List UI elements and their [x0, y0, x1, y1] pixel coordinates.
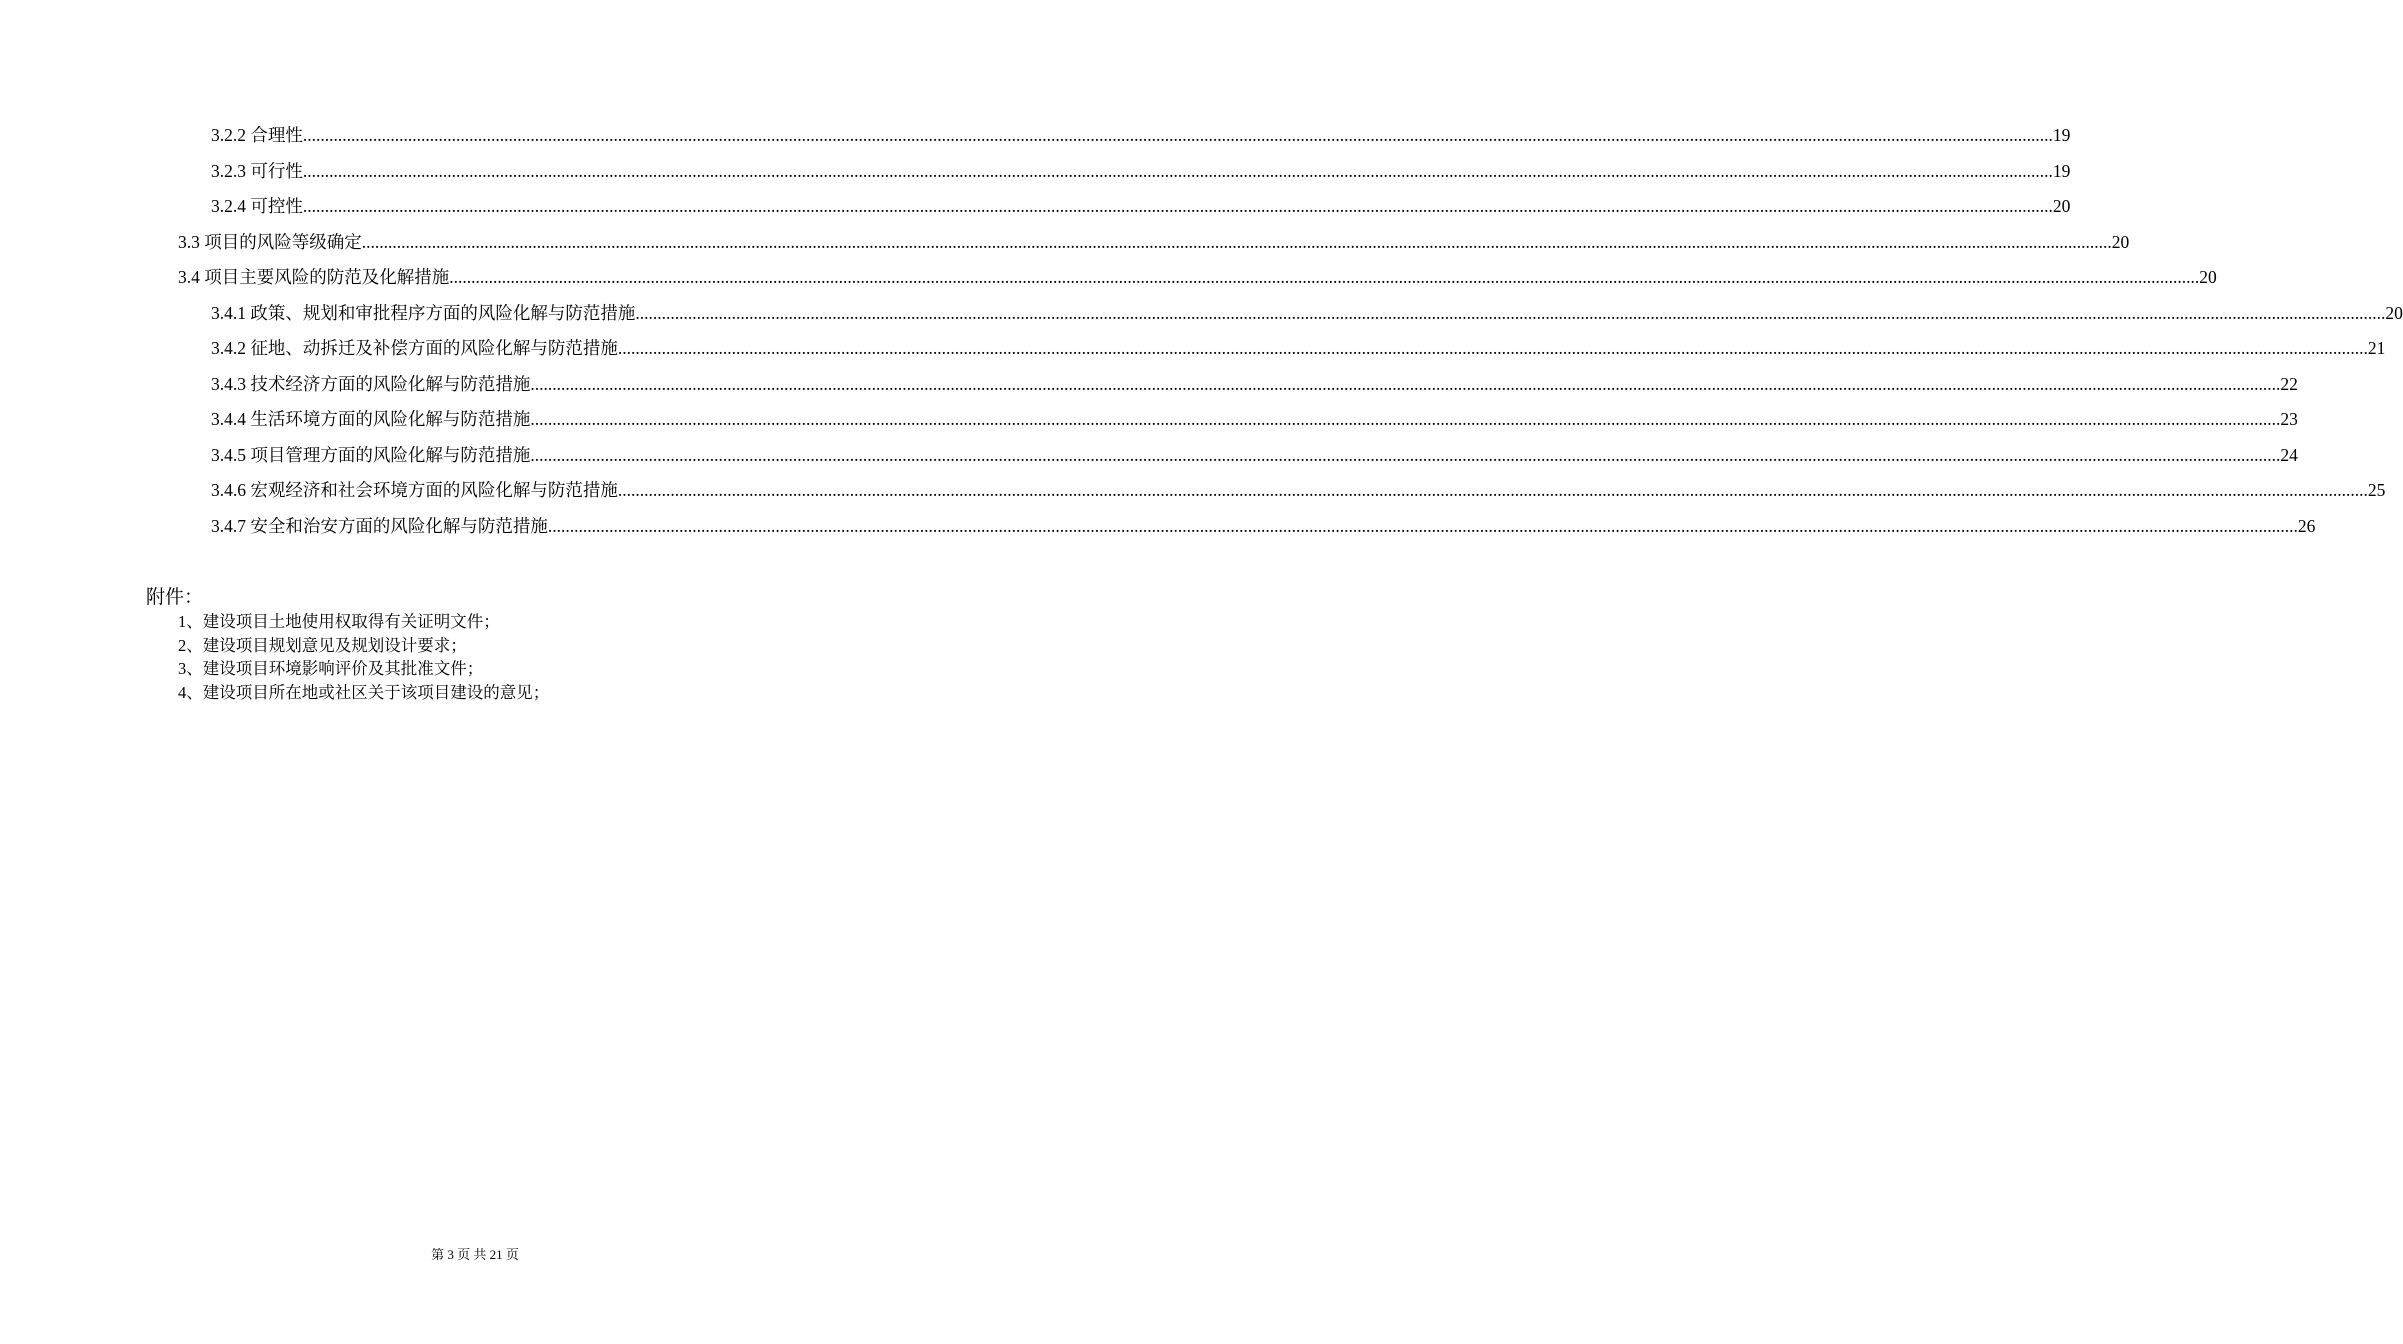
toc-entry[interactable]: [0, 438, 2298, 474]
toc-dot-leader: ................................................................................................................................................................................................................................................................................................................................................................................................................: [361, 231, 2112, 252]
toc-entry-line: [211, 189, 2071, 225]
attachments-list: [146, 610, 846, 704]
toc-entry[interactable]: [0, 260, 2217, 296]
toc-entry-title: 3.4.5 项目管理方面的风险化解与防范措施: [211, 444, 531, 465]
toc-entry[interactable]: [0, 225, 2130, 261]
toc-entry-page-number: 20: [2052, 196, 2071, 216]
toc-entry-line: [211, 118, 2071, 154]
toc-entry-title: 3.3 项目的风险等级确定: [178, 231, 362, 252]
toc-dot-leader: ................................................................................................................................................................................................................................................................................................................................................................................................................: [530, 409, 2281, 429]
toc-entry-line: [211, 438, 2298, 474]
attachment-item: 2、建设项目规划意见及规划设计要求；: [178, 635, 467, 655]
toc-entry[interactable]: [0, 402, 2298, 438]
toc-dot-leader: ................................................................................................................................................................................................................................................................................................................................................................................................................: [635, 302, 2386, 323]
toc-entry-page-number: 26: [2297, 515, 2316, 536]
toc-entry-title: 3.2.3 可行性: [211, 160, 303, 181]
toc-entry-page-number: 22: [2280, 373, 2298, 394]
page-number-label: 第 3 页 共 21 页: [431, 1247, 519, 1262]
toc-dot-leader: ................................................................................................................................................................................................................................................................................................................................................................................................................: [617, 480, 2368, 500]
attachments-section: [146, 584, 846, 704]
toc-entry-page-number: 24: [2280, 444, 2298, 465]
toc-entry[interactable]: [0, 509, 2316, 545]
toc-entry-title: 3.4.3 技术经济方面的风险化解与防范措施: [211, 373, 531, 394]
toc-entry[interactable]: [0, 296, 2403, 332]
toc-entry-title: 3.2.4 可控性: [211, 196, 303, 216]
toc-entry[interactable]: [0, 473, 2386, 509]
toc-entry-title: 3.4 项目主要风险的防范及化解措施: [178, 267, 450, 287]
toc-entry-title: 3.4.2 征地、动拆迁及补偿方面的风险化解与防范措施: [211, 338, 618, 358]
toc-entry-title: 3.4.7 安全和治安方面的风险化解与防范措施: [211, 515, 548, 536]
toc-entry-page-number: 20: [2111, 231, 2130, 252]
toc-entry-page-number: 23: [2280, 409, 2298, 429]
toc-dot-leader: ................................................................................................................................................................................................................................................................................................................................................................................................................: [530, 444, 2281, 465]
toc-dot-leader: ................................................................................................................................................................................................................................................................................................................................................................................................................: [302, 196, 2053, 216]
toc-entry-page-number: 19: [2052, 125, 2071, 145]
toc-entry-page-number: 20: [2199, 267, 2217, 287]
toc-entry-title: 3.4.6 宏观经济和社会环境方面的风险化解与防范措施: [211, 480, 618, 500]
attachment-item: 3、建设项目环境影响评价及其批准文件；: [178, 659, 484, 678]
toc-dot-leader: ................................................................................................................................................................................................................................................................................................................................................................................................................: [302, 160, 2053, 181]
toc-entry-line: [211, 331, 2386, 367]
toc-entry-page-number: 25: [2367, 480, 2386, 500]
toc-entry-line: [211, 402, 2298, 438]
attachment-item: 1、建设项目土地使用权取得有关证明文件；: [178, 612, 500, 631]
toc-entry-page-number: 21: [2367, 338, 2386, 358]
attachments-title: 附件：: [146, 586, 204, 608]
toc-entry-line: [211, 154, 2071, 190]
toc-dot-leader: ................................................................................................................................................................................................................................................................................................................................................................................................................: [547, 515, 2298, 536]
toc-entry-title: 3.4.1 政策、规划和审批程序方面的风险化解与防范措施: [211, 302, 636, 323]
toc-entry[interactable]: [0, 367, 2298, 403]
toc-entry-title: 3.4.4 生活环境方面的风险化解与防范措施: [211, 409, 531, 429]
toc-entry-line: [211, 473, 2386, 509]
toc-entry-line: [211, 296, 2403, 332]
toc-entry-page-number: 20: [2385, 302, 2403, 323]
toc-entry-line: [211, 509, 2316, 545]
toc-dot-leader: ................................................................................................................................................................................................................................................................................................................................................................................................................: [617, 338, 2368, 358]
attachment-item: 4、建设项目所在地或社区关于该项目建设的意见；: [178, 682, 550, 702]
toc-entry[interactable]: [0, 189, 2071, 225]
page-footer: [0, 1246, 950, 1264]
table-of-contents: [0, 118, 2403, 544]
toc-dot-leader: ................................................................................................................................................................................................................................................................................................................................................................................................................: [449, 267, 2200, 287]
toc-entry-title: 3.2.2 合理性: [211, 125, 303, 145]
toc-entry[interactable]: [0, 154, 2071, 190]
toc-entry-page-number: 19: [2052, 160, 2071, 181]
toc-dot-leader: ................................................................................................................................................................................................................................................................................................................................................................................................................: [302, 125, 2053, 145]
toc-entry-line: [178, 260, 2217, 296]
toc-dot-leader: ................................................................................................................................................................................................................................................................................................................................................................................................................: [530, 373, 2281, 394]
toc-entry-line: [211, 367, 2298, 403]
toc-entry[interactable]: [0, 118, 2071, 154]
toc-entry[interactable]: [0, 331, 2386, 367]
toc-entry-line: [178, 225, 2130, 261]
